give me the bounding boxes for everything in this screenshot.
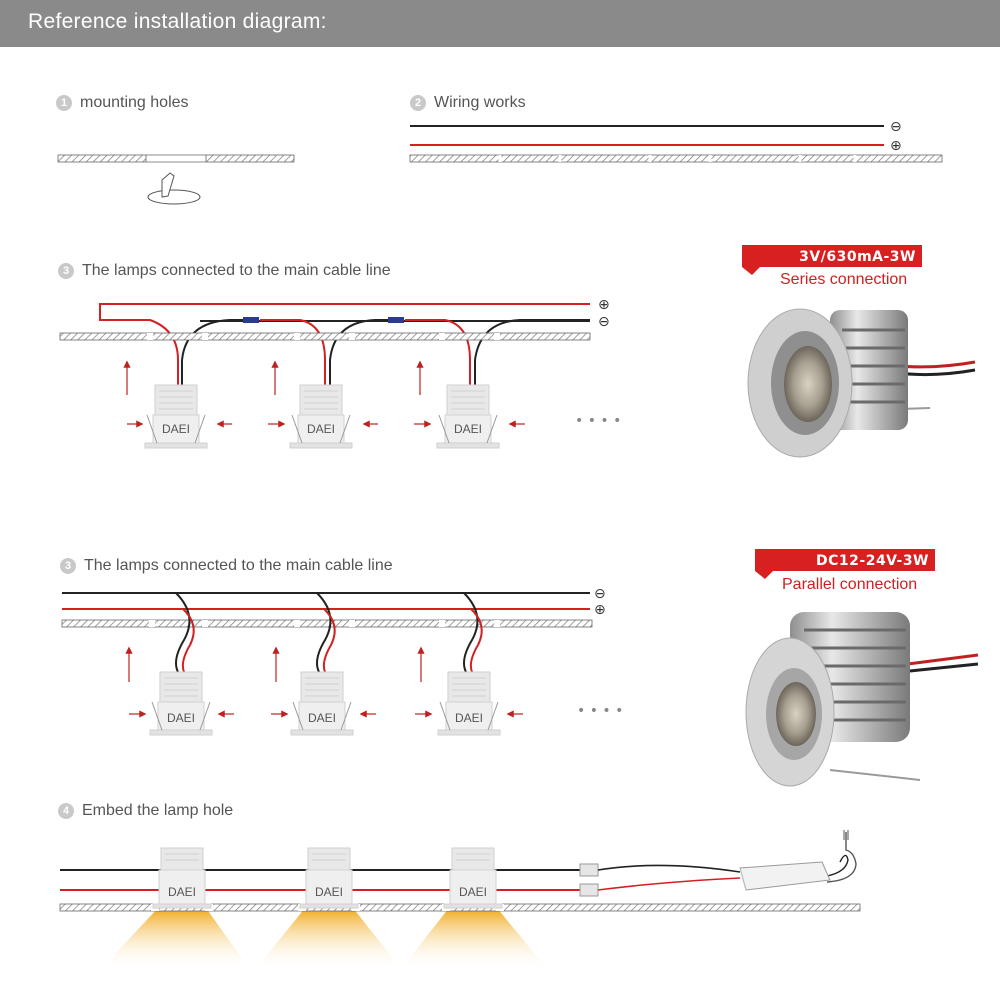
step-number: 4 — [58, 803, 74, 819]
more-lamps-ellipsis: • • • • — [577, 703, 624, 719]
more-lamps-ellipsis: • • • • — [575, 413, 622, 429]
step-label: mounting holes — [80, 94, 189, 111]
lamp-brand-label: DAEI — [306, 422, 336, 436]
terminal-connector — [580, 864, 598, 876]
lamp-brand-label: DAEI — [314, 885, 344, 899]
step-number: 1 — [56, 95, 72, 111]
lamp — [437, 385, 499, 448]
lamp-brand-label: DAEI — [453, 422, 483, 436]
lamp-brand-label: DAEI — [161, 422, 191, 436]
wire-connector — [243, 317, 259, 323]
step-number: 3 — [58, 263, 74, 279]
badge-label: 3V/630mA-3W — [799, 249, 916, 265]
step-number: 3 — [60, 558, 76, 574]
plus-icon: ⊕ — [890, 138, 902, 154]
parallel-wiring — [62, 586, 606, 672]
minus-icon: ⊖ — [598, 314, 610, 330]
step-label: The lamps connected to the main cable line — [82, 262, 391, 279]
lamp — [291, 672, 353, 735]
product-photo-parallel — [746, 612, 978, 786]
lamp-brand-label: DAEI — [166, 711, 196, 725]
step-number: 2 — [410, 95, 426, 111]
lamp — [300, 848, 358, 908]
spec-badge-parallel — [755, 549, 935, 579]
terminal-connector — [580, 884, 598, 896]
lamp — [145, 385, 207, 448]
lamp — [150, 672, 212, 735]
lamp — [444, 848, 502, 908]
product-photo-series — [748, 309, 975, 457]
minus-icon: ⊖ — [594, 586, 606, 602]
ceiling-board — [58, 155, 294, 162]
parallel-connection-label: Parallel connection — [782, 576, 918, 593]
lamp-brand-label: DAEI — [307, 711, 337, 725]
lamp-brand-label: DAEI — [167, 885, 197, 899]
series-connection-label: Series connection — [780, 271, 908, 288]
lamp — [438, 672, 500, 735]
plus-icon: ⊕ — [594, 602, 606, 618]
step-label: Wiring works — [434, 94, 526, 111]
lamp — [153, 848, 211, 908]
wire-connector — [388, 317, 404, 323]
light-beams — [100, 908, 548, 970]
minus-icon: ⊖ — [890, 119, 902, 135]
step-label: The lamps connected to the main cable line — [84, 557, 393, 574]
hole-saw-icon — [148, 173, 200, 204]
page-title: Reference installation diagram: — [28, 10, 327, 33]
lamp — [290, 385, 352, 448]
plus-icon: ⊕ — [598, 297, 610, 313]
step-label: Embed the lamp hole — [82, 802, 234, 819]
led-driver — [740, 862, 830, 890]
lamp-brand-label: DAEI — [458, 885, 488, 899]
lamp-brand-label: DAEI — [454, 711, 484, 725]
badge-label: DC12-24V-3W — [816, 553, 929, 569]
wiring-works-diagram — [410, 119, 942, 162]
series-wiring — [60, 297, 610, 385]
